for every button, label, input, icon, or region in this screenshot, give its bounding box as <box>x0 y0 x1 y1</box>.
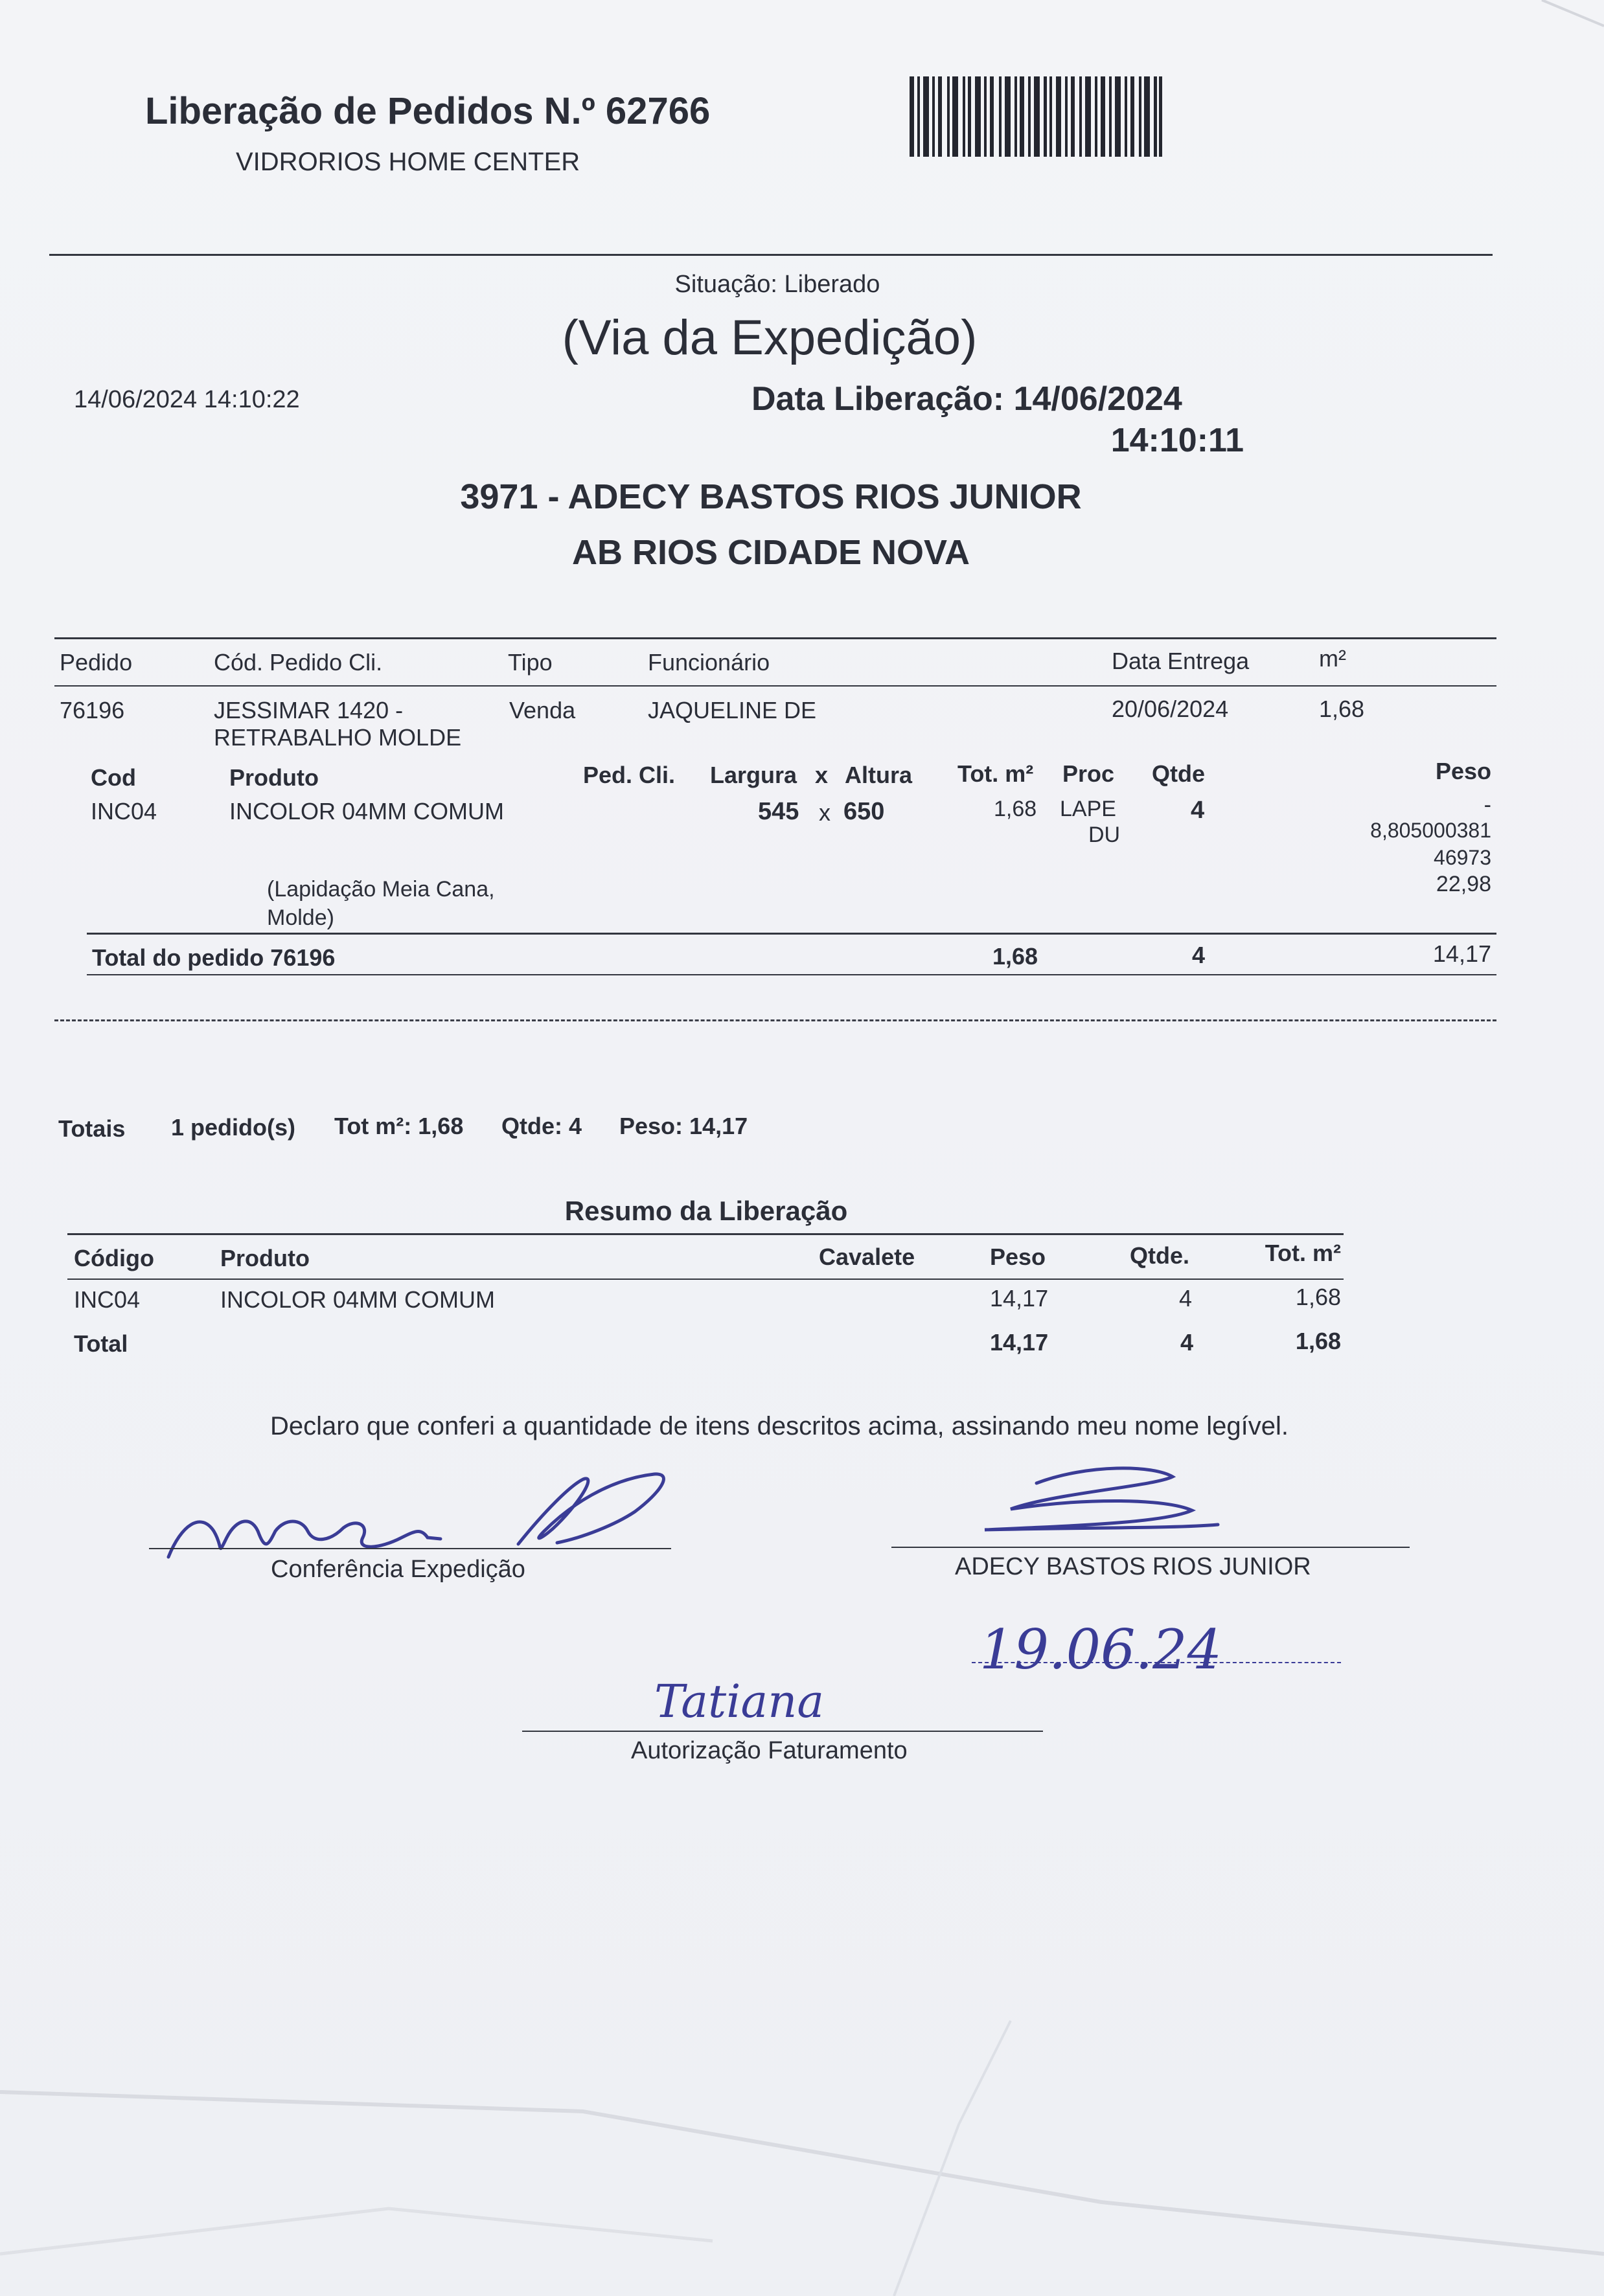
declaration-text: Declaro que conferi a quantidade de itens descritos acima, assinando meu nome legível. <box>269 1412 1289 1440</box>
order-tipo: Venda <box>509 697 576 723</box>
order-total-label: Total do pedido 76196 <box>92 944 336 971</box>
summary-col-tot-m2: Tot. m² <box>1265 1240 1341 1266</box>
item-tot-m2: 1,68 <box>994 797 1037 821</box>
col-ped-cli: Ped. Cli. <box>583 762 676 788</box>
summary-total-m2: 1,68 <box>1295 1328 1341 1354</box>
item-note-line1: (Lapidação Meia Cana, <box>267 877 495 902</box>
copy-label: (Via da Expedição) <box>562 310 978 365</box>
order-table-top-rule <box>54 637 1496 639</box>
release-date: Data Liberação: 14/06/2024 <box>751 380 1182 418</box>
order-total-m2: 1,68 <box>992 943 1038 970</box>
store-name: AB RIOS CIDADE NOVA <box>571 533 970 572</box>
summary-qtde: 4 <box>1179 1285 1193 1312</box>
col-tipo: Tipo <box>508 649 553 676</box>
totals-peso: Peso: 14,17 <box>619 1113 748 1139</box>
company-name: VIDRORIOS HOME CENTER <box>236 148 580 176</box>
handwritten-date: 19.06.24 <box>980 1618 1222 1681</box>
item-x: x <box>819 799 831 826</box>
summary-total-qtde: 4 <box>1180 1329 1194 1356</box>
totals-m2: Tot m²: 1,68 <box>334 1113 464 1139</box>
summary-peso: 14,17 <box>990 1285 1049 1312</box>
autorizacao-line <box>522 1731 1043 1732</box>
summary-col-cavalete: Cavalete <box>819 1244 915 1270</box>
summary-codigo: INC04 <box>74 1286 141 1313</box>
item-peso-line4: 22,98 <box>1436 872 1491 896</box>
col-cod-pedido-cli: Cód. Pedido Cli. <box>214 649 383 676</box>
autorizacao-label: Autorização Faturamento <box>631 1737 908 1764</box>
summary-col-produto: Produto <box>220 1245 310 1271</box>
order-total-qtde: 4 <box>1192 942 1206 968</box>
printed-datetime: 14/06/2024 14:10:22 <box>74 386 300 413</box>
item-altura: 650 <box>843 798 885 825</box>
item-produto: INCOLOR 04MM COMUM <box>229 798 505 824</box>
item-peso-line2: 8,805000381 <box>1370 819 1491 842</box>
summary-top-rule <box>67 1233 1344 1235</box>
col-tot-m2: Tot. m² <box>957 760 1034 787</box>
autorizacao-signature: Tatiana <box>654 1675 825 1728</box>
totals-label: Totais <box>58 1115 126 1142</box>
order-total-peso: 14,17 <box>1432 940 1491 967</box>
release-time: 14:10:11 <box>1110 422 1244 459</box>
order-m2: 1,68 <box>1319 696 1365 722</box>
summary-col-peso: Peso <box>990 1244 1046 1270</box>
order-cod-cli-line1: JESSIMAR 1420 - <box>214 697 404 723</box>
item-qtde: 4 <box>1191 797 1205 824</box>
order-pedido: 76196 <box>60 697 125 723</box>
status-text: Situação: Liberado <box>674 271 880 298</box>
order-total-bottom-rule <box>87 974 1496 975</box>
client-signature-label: ADECY BASTOS RIOS JUNIOR <box>955 1553 1311 1580</box>
conferencia-line <box>149 1548 671 1549</box>
order-funcionario: JAQUELINE DE <box>648 697 817 723</box>
order-cod-cli-line2: RETRABALHO MOLDE <box>214 724 462 751</box>
col-x: x <box>815 762 829 788</box>
client-signature <box>959 1457 1257 1548</box>
summary-produto: INCOLOR 04MM COMUM <box>220 1286 496 1313</box>
col-altura: Altura <box>845 762 913 788</box>
col-m2: m² <box>1319 645 1346 672</box>
conferencia-signature <box>155 1466 700 1570</box>
client-signature-line <box>891 1547 1410 1548</box>
item-note-line2: Molde) <box>267 905 334 930</box>
order-section-end-rule <box>54 1019 1496 1021</box>
col-data-entrega: Data Entrega <box>1112 648 1250 674</box>
col-largura: Largura <box>710 762 797 788</box>
col-pedido: Pedido <box>60 649 133 676</box>
totals-qtde: Qtde: 4 <box>501 1113 582 1139</box>
col-cod: Cod <box>91 764 136 791</box>
col-proc: Proc <box>1062 760 1115 787</box>
col-funcionario: Funcionário <box>648 649 770 676</box>
summary-total-peso: 14,17 <box>990 1329 1049 1356</box>
summary-col-codigo: Código <box>74 1245 154 1271</box>
summary-tot-m2: 1,68 <box>1295 1284 1341 1310</box>
col-qtde: Qtde <box>1152 760 1206 787</box>
col-peso: Peso <box>1435 758 1491 784</box>
summary-col-qtde: Qtde. <box>1130 1242 1190 1269</box>
item-cod: INC04 <box>91 798 157 824</box>
client-name: 3971 - ADECY BASTOS RIOS JUNIOR <box>460 477 1082 516</box>
summary-header-rule <box>67 1279 1344 1280</box>
item-proc-line2: DU <box>1088 823 1121 847</box>
handwritten-date-line <box>972 1662 1341 1663</box>
item-largura: 545 <box>758 798 799 825</box>
document-title: Liberação de Pedidos N.º 62766 <box>145 90 711 132</box>
barcode <box>910 76 1162 157</box>
col-produto: Produto <box>229 764 319 791</box>
item-proc-line1: LAPE <box>1060 797 1116 821</box>
conferencia-label: Conferência Expedição <box>271 1556 525 1583</box>
order-data-entrega: 20/06/2024 <box>1112 696 1229 722</box>
order-table-header-rule <box>54 685 1496 687</box>
item-peso-line3: 46973 <box>1434 846 1491 869</box>
summary-total-label: Total <box>74 1330 128 1357</box>
totals-pedidos: 1 pedido(s) <box>171 1114 296 1141</box>
summary-title: Resumo da Liberação <box>564 1196 848 1226</box>
item-peso-line1: - <box>1484 793 1491 817</box>
header-rule <box>49 254 1493 256</box>
order-total-rule <box>87 933 1496 935</box>
